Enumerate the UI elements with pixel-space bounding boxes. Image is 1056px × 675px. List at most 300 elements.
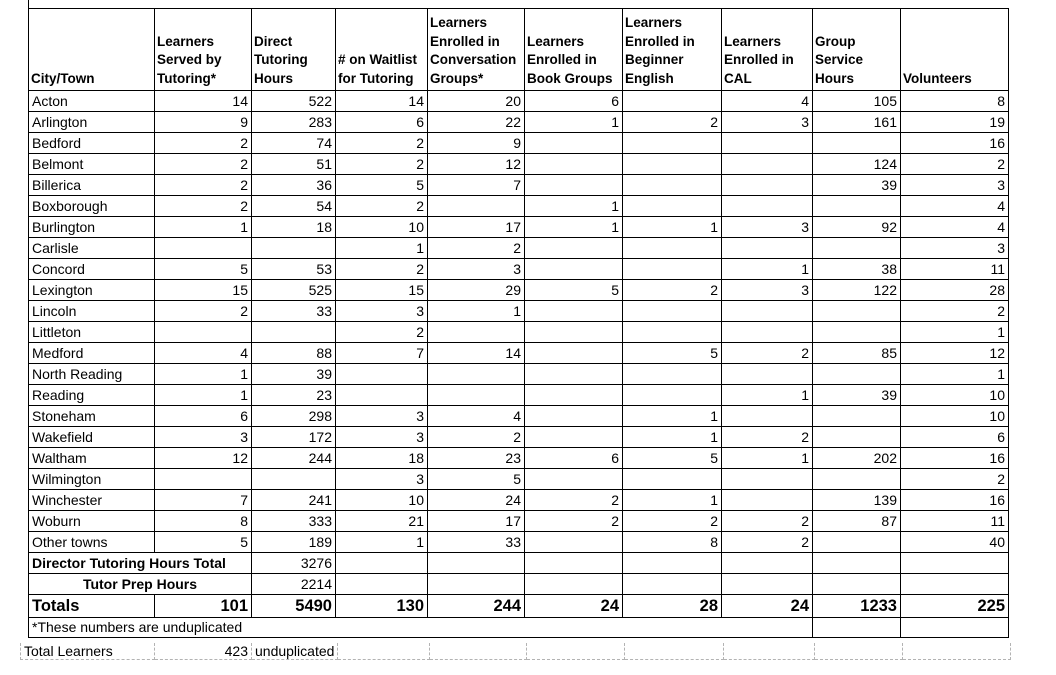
value-cell-arlington-direct-tutoring-hours[interactable]: 283: [252, 112, 336, 133]
empty-cell[interactable]: [813, 618, 901, 638]
value-cell-boxborough-direct-tutoring-hours[interactable]: 54: [252, 196, 336, 217]
column-header-group-service-hours[interactable]: Group Service Hours: [813, 9, 901, 91]
value-cell-woburn-learners-enrolled-in-cal[interactable]: 2: [722, 511, 813, 532]
header-row: [29, 9, 1009, 91]
summary-row-director-tutoring-hours-total: [29, 553, 1009, 574]
value-cell-bedford-learners-enrolled-in-beginner-english[interactable]: [623, 133, 722, 154]
value-cell-littleton-learners-enrolled-in-beginner-english[interactable]: [623, 322, 722, 343]
empty-cell[interactable]: [901, 553, 1009, 574]
value-cell-reading-direct-tutoring-hours[interactable]: 23: [252, 385, 336, 406]
empty-cell[interactable]: [722, 574, 813, 595]
value-cell-winchester-learners-enrolled-in-beginner-english[interactable]: 1: [623, 490, 722, 511]
value-cell-waltham-learners-enrolled-in-cal[interactable]: 1: [722, 448, 813, 469]
value-cell-belmont-direct-tutoring-hours[interactable]: 51: [252, 154, 336, 175]
empty-cell[interactable]: [428, 553, 525, 574]
value-cell-stoneham-learners-enrolled-in-book-groups[interactable]: [525, 406, 623, 427]
value-cell-wilmington-learners-enrolled-in-conversation-groups[interactable]: 5: [428, 469, 525, 490]
value-cell-reading-on-waitlist-for-tutoring[interactable]: [336, 385, 428, 406]
city-cell-wakefield[interactable]: Wakefield: [29, 427, 155, 448]
value-cell-acton-group-service-hours[interactable]: 105: [813, 91, 901, 112]
value-cell-burlington-learners-enrolled-in-beginner-english[interactable]: 1: [623, 217, 722, 238]
value-cell-waltham-group-service-hours[interactable]: 202: [813, 448, 901, 469]
value-cell-billerica-learners-enrolled-in-beginner-english[interactable]: [623, 175, 722, 196]
totals-value-on-waitlist-for-tutoring[interactable]: 130: [336, 595, 428, 618]
value-cell-wilmington-learners-enrolled-in-beginner-english[interactable]: [623, 469, 722, 490]
value-cell-medford-learners-enrolled-in-cal[interactable]: 2: [722, 343, 813, 364]
value-cell-other-towns-group-service-hours[interactable]: [813, 532, 901, 553]
value-cell-belmont-learners-served-by-tutoring[interactable]: 2: [155, 154, 252, 175]
value-cell-concord-learners-enrolled-in-cal[interactable]: 1: [722, 259, 813, 280]
value-cell-winchester-volunteers[interactable]: 16: [901, 490, 1009, 511]
city-data-table: [28, 8, 1009, 638]
value-cell-stoneham-learners-enrolled-in-conversation-groups[interactable]: 4: [428, 406, 525, 427]
column-header-city-town[interactable]: City/Town: [29, 9, 155, 91]
value-cell-woburn-learners-enrolled-in-book-groups[interactable]: 2: [525, 511, 623, 532]
value-cell-billerica-learners-enrolled-in-book-groups[interactable]: [525, 175, 623, 196]
footnote-row: [29, 618, 1009, 638]
value-cell-littleton-learners-served-by-tutoring[interactable]: [155, 322, 252, 343]
table-row-boxborough: [29, 196, 1009, 217]
value-cell-other-towns-learners-enrolled-in-book-groups[interactable]: [525, 532, 623, 553]
value-cell-belmont-group-service-hours[interactable]: 124: [813, 154, 901, 175]
value-cell-concord-learners-enrolled-in-book-groups[interactable]: [525, 259, 623, 280]
value-cell-burlington-group-service-hours[interactable]: 92: [813, 217, 901, 238]
value-cell-arlington-learners-enrolled-in-conversation-groups[interactable]: 22: [428, 112, 525, 133]
empty-cell[interactable]: [815, 643, 903, 660]
value-cell-north-reading-direct-tutoring-hours[interactable]: 39: [252, 364, 336, 385]
value-cell-north-reading-learners-enrolled-in-book-groups[interactable]: [525, 364, 623, 385]
value-cell-lincoln-learners-enrolled-in-book-groups[interactable]: [525, 301, 623, 322]
value-cell-north-reading-learners-enrolled-in-cal[interactable]: [722, 364, 813, 385]
empty-cell[interactable]: [428, 574, 525, 595]
value-cell-arlington-group-service-hours[interactable]: 161: [813, 112, 901, 133]
value-cell-concord-learners-served-by-tutoring[interactable]: 5: [155, 259, 252, 280]
empty-cell[interactable]: [901, 574, 1009, 595]
value-cell-acton-direct-tutoring-hours[interactable]: 522: [252, 91, 336, 112]
value-cell-woburn-learners-served-by-tutoring[interactable]: 8: [155, 511, 252, 532]
value-cell-lexington-direct-tutoring-hours[interactable]: 525: [252, 280, 336, 301]
value-cell-wilmington-on-waitlist-for-tutoring[interactable]: 3: [336, 469, 428, 490]
city-cell-acton[interactable]: Acton: [29, 91, 155, 112]
value-cell-woburn-on-waitlist-for-tutoring[interactable]: 21: [336, 511, 428, 532]
value-cell-north-reading-volunteers[interactable]: 1: [901, 364, 1009, 385]
value-cell-wakefield-learners-enrolled-in-book-groups[interactable]: [525, 427, 623, 448]
column-header-learners-enrolled-in-book-groups[interactable]: Learners Enrolled in Book Groups: [525, 9, 623, 91]
totals-value-volunteers[interactable]: 225: [901, 595, 1009, 618]
value-cell-wilmington-learners-served-by-tutoring[interactable]: [155, 469, 252, 490]
value-cell-medford-volunteers[interactable]: 12: [901, 343, 1009, 364]
city-cell-boxborough[interactable]: Boxborough: [29, 196, 155, 217]
value-cell-burlington-learners-enrolled-in-cal[interactable]: 3: [722, 217, 813, 238]
value-cell-wakefield-group-service-hours[interactable]: [813, 427, 901, 448]
value-cell-concord-learners-enrolled-in-beginner-english[interactable]: [623, 259, 722, 280]
value-cell-waltham-direct-tutoring-hours[interactable]: 244: [252, 448, 336, 469]
value-cell-burlington-on-waitlist-for-tutoring[interactable]: 10: [336, 217, 428, 238]
city-cell-stoneham[interactable]: Stoneham: [29, 406, 155, 427]
value-cell-wakefield-learners-enrolled-in-conversation-groups[interactable]: 2: [428, 427, 525, 448]
value-cell-burlington-learners-enrolled-in-conversation-groups[interactable]: 17: [428, 217, 525, 238]
value-cell-belmont-volunteers[interactable]: 2: [901, 154, 1009, 175]
value-cell-waltham-learners-enrolled-in-conversation-groups[interactable]: 23: [428, 448, 525, 469]
city-cell-bedford[interactable]: Bedford: [29, 133, 155, 154]
value-cell-wilmington-direct-tutoring-hours[interactable]: [252, 469, 336, 490]
value-cell-north-reading-learners-enrolled-in-conversation-groups[interactable]: [428, 364, 525, 385]
value-cell-stoneham-direct-tutoring-hours[interactable]: 298: [252, 406, 336, 427]
value-cell-wilmington-group-service-hours[interactable]: [813, 469, 901, 490]
value-cell-littleton-learners-enrolled-in-conversation-groups[interactable]: [428, 322, 525, 343]
value-cell-acton-volunteers[interactable]: 8: [901, 91, 1009, 112]
summary-value-director-tutoring-hours-total[interactable]: 3276: [252, 553, 336, 574]
value-cell-carlisle-learners-enrolled-in-book-groups[interactable]: [525, 238, 623, 259]
value-cell-stoneham-volunteers[interactable]: 10: [901, 406, 1009, 427]
value-cell-lincoln-learners-enrolled-in-beginner-english[interactable]: [623, 301, 722, 322]
value-cell-stoneham-learners-served-by-tutoring[interactable]: 6: [155, 406, 252, 427]
column-header-learners-enrolled-in-cal[interactable]: Learners Enrolled in CAL: [722, 9, 813, 91]
table-row-acton: [29, 91, 1009, 112]
value-cell-carlisle-volunteers[interactable]: 3: [901, 238, 1009, 259]
table-row-carlisle: [29, 238, 1009, 259]
totals-value-learners-enrolled-in-cal[interactable]: 24: [722, 595, 813, 618]
value-cell-other-towns-learners-enrolled-in-conversation-groups[interactable]: 33: [428, 532, 525, 553]
value-cell-reading-learners-enrolled-in-beginner-english[interactable]: [623, 385, 722, 406]
value-cell-carlisle-direct-tutoring-hours[interactable]: [252, 238, 336, 259]
value-cell-wakefield-direct-tutoring-hours[interactable]: 172: [252, 427, 336, 448]
value-cell-north-reading-on-waitlist-for-tutoring[interactable]: [336, 364, 428, 385]
city-cell-medford[interactable]: Medford: [29, 343, 155, 364]
value-cell-stoneham-group-service-hours[interactable]: [813, 406, 901, 427]
empty-cell[interactable]: [525, 553, 623, 574]
totals-value-direct-tutoring-hours[interactable]: 5490: [252, 595, 336, 618]
column-header-learners-enrolled-in-beginner-english[interactable]: Learners Enrolled in Beginner English: [623, 9, 722, 91]
value-cell-waltham-learners-served-by-tutoring[interactable]: 12: [155, 448, 252, 469]
value-cell-reading-group-service-hours[interactable]: 39: [813, 385, 901, 406]
value-cell-woburn-learners-enrolled-in-beginner-english[interactable]: 2: [623, 511, 722, 532]
value-cell-waltham-learners-enrolled-in-beginner-english[interactable]: 5: [623, 448, 722, 469]
value-cell-lincoln-on-waitlist-for-tutoring[interactable]: 3: [336, 301, 428, 322]
value-cell-acton-learners-enrolled-in-cal[interactable]: 4: [722, 91, 813, 112]
table-row-wakefield: [29, 427, 1009, 448]
totals-row: [29, 595, 1009, 618]
empty-cell[interactable]: [430, 643, 527, 660]
value-cell-bedford-group-service-hours[interactable]: [813, 133, 901, 154]
value-cell-lexington-learners-enrolled-in-beginner-english[interactable]: 2: [623, 280, 722, 301]
column-header-volunteers[interactable]: Volunteers: [901, 9, 1009, 91]
value-cell-bedford-learners-enrolled-in-cal[interactable]: [722, 133, 813, 154]
value-cell-boxborough-learners-enrolled-in-cal[interactable]: [722, 196, 813, 217]
value-cell-medford-on-waitlist-for-tutoring[interactable]: 7: [336, 343, 428, 364]
value-cell-boxborough-on-waitlist-for-tutoring[interactable]: 2: [336, 196, 428, 217]
value-cell-carlisle-on-waitlist-for-tutoring[interactable]: 1: [336, 238, 428, 259]
value-cell-billerica-direct-tutoring-hours[interactable]: 36: [252, 175, 336, 196]
value-cell-boxborough-learners-enrolled-in-book-groups[interactable]: 1: [525, 196, 623, 217]
value-cell-waltham-learners-enrolled-in-book-groups[interactable]: 6: [525, 448, 623, 469]
value-cell-medford-group-service-hours[interactable]: 85: [813, 343, 901, 364]
value-cell-boxborough-group-service-hours[interactable]: [813, 196, 901, 217]
column-header-direct-tutoring-hours[interactable]: Direct Tutoring Hours: [252, 9, 336, 91]
column-header-on-waitlist-for-tutoring[interactable]: # on Waitlist for Tutoring: [336, 9, 428, 91]
value-cell-reading-learners-enrolled-in-conversation-groups[interactable]: [428, 385, 525, 406]
value-cell-boxborough-learners-served-by-tutoring[interactable]: 2: [155, 196, 252, 217]
value-cell-acton-on-waitlist-for-tutoring[interactable]: 14: [336, 91, 428, 112]
city-cell-concord[interactable]: Concord: [29, 259, 155, 280]
value-cell-carlisle-learners-enrolled-in-cal[interactable]: [722, 238, 813, 259]
value-cell-burlington-volunteers[interactable]: 4: [901, 217, 1009, 238]
value-cell-concord-on-waitlist-for-tutoring[interactable]: 2: [336, 259, 428, 280]
value-cell-burlington-direct-tutoring-hours[interactable]: 18: [252, 217, 336, 238]
value-cell-billerica-volunteers[interactable]: 3: [901, 175, 1009, 196]
value-cell-billerica-learners-served-by-tutoring[interactable]: 2: [155, 175, 252, 196]
empty-cell[interactable]: [625, 643, 724, 660]
value-cell-burlington-learners-enrolled-in-book-groups[interactable]: 1: [525, 217, 623, 238]
totals-label[interactable]: Totals: [29, 595, 155, 618]
value-cell-other-towns-on-waitlist-for-tutoring[interactable]: 1: [336, 532, 428, 553]
table-row-billerica: [29, 175, 1009, 196]
value-cell-other-towns-direct-tutoring-hours[interactable]: 189: [252, 532, 336, 553]
footnote-text[interactable]: *These numbers are unduplicated: [29, 618, 813, 638]
city-cell-lexington[interactable]: Lexington: [29, 280, 155, 301]
city-cell-waltham[interactable]: Waltham: [29, 448, 155, 469]
value-cell-woburn-learners-enrolled-in-conversation-groups[interactable]: 17: [428, 511, 525, 532]
value-cell-reading-volunteers[interactable]: 10: [901, 385, 1009, 406]
table-row-other-towns: [29, 532, 1009, 553]
value-cell-north-reading-learners-served-by-tutoring[interactable]: 1: [155, 364, 252, 385]
value-cell-lincoln-direct-tutoring-hours[interactable]: 33: [252, 301, 336, 322]
value-cell-arlington-learners-enrolled-in-beginner-english[interactable]: 2: [623, 112, 722, 133]
empty-cell[interactable]: [336, 574, 428, 595]
totals-value-learners-enrolled-in-beginner-english[interactable]: 28: [623, 595, 722, 618]
city-cell-carlisle[interactable]: Carlisle: [29, 238, 155, 259]
value-cell-littleton-learners-enrolled-in-book-groups[interactable]: [525, 322, 623, 343]
value-cell-littleton-on-waitlist-for-tutoring[interactable]: 2: [336, 322, 428, 343]
table-row-reading: [29, 385, 1009, 406]
value-cell-winchester-direct-tutoring-hours[interactable]: 241: [252, 490, 336, 511]
value-cell-bedford-learners-enrolled-in-book-groups[interactable]: [525, 133, 623, 154]
value-cell-winchester-group-service-hours[interactable]: 139: [813, 490, 901, 511]
value-cell-reading-learners-served-by-tutoring[interactable]: 1: [155, 385, 252, 406]
value-cell-wakefield-on-waitlist-for-tutoring[interactable]: 3: [336, 427, 428, 448]
value-cell-arlington-on-waitlist-for-tutoring[interactable]: 6: [336, 112, 428, 133]
summary-row-tutor-prep-hours: [29, 574, 1009, 595]
value-cell-lexington-learners-enrolled-in-conversation-groups[interactable]: 29: [428, 280, 525, 301]
empty-cell[interactable]: [903, 643, 1011, 660]
value-cell-bedford-learners-served-by-tutoring[interactable]: 2: [155, 133, 252, 154]
value-cell-medford-learners-enrolled-in-beginner-english[interactable]: 5: [623, 343, 722, 364]
empty-cell[interactable]: [901, 618, 1009, 638]
city-cell-arlington[interactable]: Arlington: [29, 112, 155, 133]
value-cell-bedford-learners-enrolled-in-conversation-groups[interactable]: 9: [428, 133, 525, 154]
table-row-stoneham: [29, 406, 1009, 427]
value-cell-wakefield-learners-served-by-tutoring[interactable]: 3: [155, 427, 252, 448]
value-cell-stoneham-on-waitlist-for-tutoring[interactable]: 3: [336, 406, 428, 427]
city-cell-winchester[interactable]: Winchester: [29, 490, 155, 511]
value-cell-other-towns-volunteers[interactable]: 40: [901, 532, 1009, 553]
totals-value-learners-enrolled-in-book-groups[interactable]: 24: [525, 595, 623, 618]
city-cell-burlington[interactable]: Burlington: [29, 217, 155, 238]
value-cell-acton-learners-enrolled-in-beginner-english[interactable]: [623, 91, 722, 112]
city-cell-littleton[interactable]: Littleton: [29, 322, 155, 343]
summary-label-tutor-prep-hours[interactable]: Tutor Prep Hours: [29, 574, 252, 595]
table-row-burlington: [29, 217, 1009, 238]
value-cell-lincoln-volunteers[interactable]: 2: [901, 301, 1009, 322]
value-cell-belmont-learners-enrolled-in-beginner-english[interactable]: [623, 154, 722, 175]
value-cell-reading-learners-enrolled-in-cal[interactable]: 1: [722, 385, 813, 406]
empty-cell[interactable]: [623, 574, 722, 595]
value-cell-concord-learners-enrolled-in-conversation-groups[interactable]: 3: [428, 259, 525, 280]
value-cell-winchester-on-waitlist-for-tutoring[interactable]: 10: [336, 490, 428, 511]
value-cell-waltham-volunteers[interactable]: 16: [901, 448, 1009, 469]
value-cell-belmont-learners-enrolled-in-book-groups[interactable]: [525, 154, 623, 175]
value-cell-reading-learners-enrolled-in-book-groups[interactable]: [525, 385, 623, 406]
value-cell-winchester-learners-enrolled-in-cal[interactable]: [722, 490, 813, 511]
table-row-arlington: [29, 112, 1009, 133]
value-cell-wakefield-learners-enrolled-in-cal[interactable]: 2: [722, 427, 813, 448]
value-cell-woburn-volunteers[interactable]: 11: [901, 511, 1009, 532]
value-cell-lexington-on-waitlist-for-tutoring[interactable]: 15: [336, 280, 428, 301]
value-cell-concord-direct-tutoring-hours[interactable]: 53: [252, 259, 336, 280]
value-cell-winchester-learners-served-by-tutoring[interactable]: 7: [155, 490, 252, 511]
total-learners-label[interactable]: Total Learners: [21, 643, 155, 660]
value-cell-lincoln-group-service-hours[interactable]: [813, 301, 901, 322]
value-cell-north-reading-group-service-hours[interactable]: [813, 364, 901, 385]
city-cell-other-towns[interactable]: Other towns: [29, 532, 155, 553]
value-cell-belmont-learners-enrolled-in-conversation-groups[interactable]: 12: [428, 154, 525, 175]
value-cell-woburn-direct-tutoring-hours[interactable]: 333: [252, 511, 336, 532]
value-cell-other-towns-learners-enrolled-in-cal[interactable]: 2: [722, 532, 813, 553]
total-learners-value[interactable]: 423: [155, 643, 252, 660]
total-learners-row: [21, 643, 1011, 660]
empty-cell[interactable]: [527, 643, 625, 660]
empty-cell[interactable]: [813, 553, 901, 574]
totals-value-learners-served-by-tutoring[interactable]: 101: [155, 595, 252, 618]
value-cell-medford-direct-tutoring-hours[interactable]: 88: [252, 343, 336, 364]
value-cell-carlisle-group-service-hours[interactable]: [813, 238, 901, 259]
value-cell-medford-learners-enrolled-in-book-groups[interactable]: [525, 343, 623, 364]
table-row-woburn: [29, 511, 1009, 532]
value-cell-lincoln-learners-served-by-tutoring[interactable]: 2: [155, 301, 252, 322]
value-cell-acton-learners-enrolled-in-book-groups[interactable]: 6: [525, 91, 623, 112]
value-cell-lexington-group-service-hours[interactable]: 122: [813, 280, 901, 301]
value-cell-north-reading-learners-enrolled-in-beginner-english[interactable]: [623, 364, 722, 385]
value-cell-arlington-learners-served-by-tutoring[interactable]: 9: [155, 112, 252, 133]
value-cell-billerica-learners-enrolled-in-cal[interactable]: [722, 175, 813, 196]
value-cell-bedford-volunteers[interactable]: 16: [901, 133, 1009, 154]
value-cell-winchester-learners-enrolled-in-book-groups[interactable]: 2: [525, 490, 623, 511]
value-cell-waltham-on-waitlist-for-tutoring[interactable]: 18: [336, 448, 428, 469]
value-cell-wilmington-volunteers[interactable]: 2: [901, 469, 1009, 490]
value-cell-burlington-learners-served-by-tutoring[interactable]: 1: [155, 217, 252, 238]
city-cell-belmont[interactable]: Belmont: [29, 154, 155, 175]
totals-value-learners-enrolled-in-conversation-groups[interactable]: 244: [428, 595, 525, 618]
table-row-bedford: [29, 133, 1009, 154]
value-cell-billerica-group-service-hours[interactable]: 39: [813, 175, 901, 196]
table-row-concord: [29, 259, 1009, 280]
city-cell-billerica[interactable]: Billerica: [29, 175, 155, 196]
city-cell-wilmington[interactable]: Wilmington: [29, 469, 155, 490]
value-cell-woburn-group-service-hours[interactable]: 87: [813, 511, 901, 532]
total-learners-note[interactable]: unduplicated: [252, 643, 338, 660]
totals-value-group-service-hours[interactable]: 1233: [813, 595, 901, 618]
value-cell-arlington-learners-enrolled-in-book-groups[interactable]: 1: [525, 112, 623, 133]
value-cell-bedford-on-waitlist-for-tutoring[interactable]: 2: [336, 133, 428, 154]
summary-value-tutor-prep-hours[interactable]: 2214: [252, 574, 336, 595]
table-row-littleton: [29, 322, 1009, 343]
empty-cell[interactable]: [724, 643, 815, 660]
value-cell-billerica-learners-enrolled-in-conversation-groups[interactable]: 7: [428, 175, 525, 196]
value-cell-wilmington-learners-enrolled-in-cal[interactable]: [722, 469, 813, 490]
value-cell-carlisle-learners-enrolled-in-beginner-english[interactable]: [623, 238, 722, 259]
value-cell-wakefield-learners-enrolled-in-beginner-english[interactable]: 1: [623, 427, 722, 448]
value-cell-lexington-volunteers[interactable]: 28: [901, 280, 1009, 301]
value-cell-arlington-learners-enrolled-in-cal[interactable]: 3: [722, 112, 813, 133]
value-cell-littleton-group-service-hours[interactable]: [813, 322, 901, 343]
value-cell-carlisle-learners-enrolled-in-conversation-groups[interactable]: 2: [428, 238, 525, 259]
value-cell-littleton-learners-enrolled-in-cal[interactable]: [722, 322, 813, 343]
city-cell-reading[interactable]: Reading: [29, 385, 155, 406]
column-header-learners-served-by-tutoring[interactable]: Learners Served by Tutoring*: [155, 9, 252, 91]
value-cell-littleton-direct-tutoring-hours[interactable]: [252, 322, 336, 343]
value-cell-wakefield-volunteers[interactable]: 6: [901, 427, 1009, 448]
value-cell-other-towns-learners-enrolled-in-beginner-english[interactable]: 8: [623, 532, 722, 553]
value-cell-stoneham-learners-enrolled-in-beginner-english[interactable]: 1: [623, 406, 722, 427]
value-cell-lexington-learners-enrolled-in-cal[interactable]: 3: [722, 280, 813, 301]
value-cell-bedford-direct-tutoring-hours[interactable]: 74: [252, 133, 336, 154]
empty-cell[interactable]: [525, 574, 623, 595]
value-cell-boxborough-learners-enrolled-in-beginner-english[interactable]: [623, 196, 722, 217]
value-cell-medford-learners-served-by-tutoring[interactable]: 4: [155, 343, 252, 364]
value-cell-billerica-on-waitlist-for-tutoring[interactable]: 5: [336, 175, 428, 196]
value-cell-boxborough-volunteers[interactable]: 4: [901, 196, 1009, 217]
table-row-medford: [29, 343, 1009, 364]
value-cell-belmont-learners-enrolled-in-cal[interactable]: [722, 154, 813, 175]
value-cell-lincoln-learners-enrolled-in-cal[interactable]: [722, 301, 813, 322]
value-cell-lexington-learners-enrolled-in-book-groups[interactable]: 5: [525, 280, 623, 301]
value-cell-carlisle-learners-served-by-tutoring[interactable]: [155, 238, 252, 259]
value-cell-medford-learners-enrolled-in-conversation-groups[interactable]: 14: [428, 343, 525, 364]
empty-cell[interactable]: [336, 553, 428, 574]
empty-cell[interactable]: [722, 553, 813, 574]
value-cell-stoneham-learners-enrolled-in-cal[interactable]: [722, 406, 813, 427]
value-cell-littleton-volunteers[interactable]: 1: [901, 322, 1009, 343]
value-cell-boxborough-learners-enrolled-in-conversation-groups[interactable]: [428, 196, 525, 217]
table-row-wilmington: [29, 469, 1009, 490]
empty-cell[interactable]: [338, 643, 430, 660]
table-row-lincoln: [29, 301, 1009, 322]
city-cell-woburn[interactable]: Woburn: [29, 511, 155, 532]
value-cell-other-towns-learners-served-by-tutoring[interactable]: 5: [155, 532, 252, 553]
value-cell-concord-group-service-hours[interactable]: 38: [813, 259, 901, 280]
value-cell-concord-volunteers[interactable]: 11: [901, 259, 1009, 280]
table-row-lexington: [29, 280, 1009, 301]
value-cell-wilmington-learners-enrolled-in-book-groups[interactable]: [525, 469, 623, 490]
city-cell-north-reading[interactable]: North Reading: [29, 364, 155, 385]
total-learners-table: [20, 643, 1011, 660]
column-header-learners-enrolled-in-conversation-groups[interactable]: Learners Enrolled in Conversation Groups*: [428, 9, 525, 91]
value-cell-acton-learners-enrolled-in-conversation-groups[interactable]: 20: [428, 91, 525, 112]
value-cell-belmont-on-waitlist-for-tutoring[interactable]: 2: [336, 154, 428, 175]
value-cell-winchester-learners-enrolled-in-conversation-groups[interactable]: 24: [428, 490, 525, 511]
value-cell-arlington-volunteers[interactable]: 19: [901, 112, 1009, 133]
value-cell-lincoln-learners-enrolled-in-conversation-groups[interactable]: 1: [428, 301, 525, 322]
value-cell-acton-learners-served-by-tutoring[interactable]: 14: [155, 91, 252, 112]
table-row-belmont: [29, 154, 1009, 175]
value-cell-lexington-learners-served-by-tutoring[interactable]: 15: [155, 280, 252, 301]
city-cell-lincoln[interactable]: Lincoln: [29, 301, 155, 322]
summary-label-director-tutoring-hours-total[interactable]: Director Tutoring Hours Total: [29, 553, 252, 574]
table-row-north-reading: [29, 364, 1009, 385]
empty-cell[interactable]: [813, 574, 901, 595]
empty-cell[interactable]: [623, 553, 722, 574]
table-row-winchester: [29, 490, 1009, 511]
